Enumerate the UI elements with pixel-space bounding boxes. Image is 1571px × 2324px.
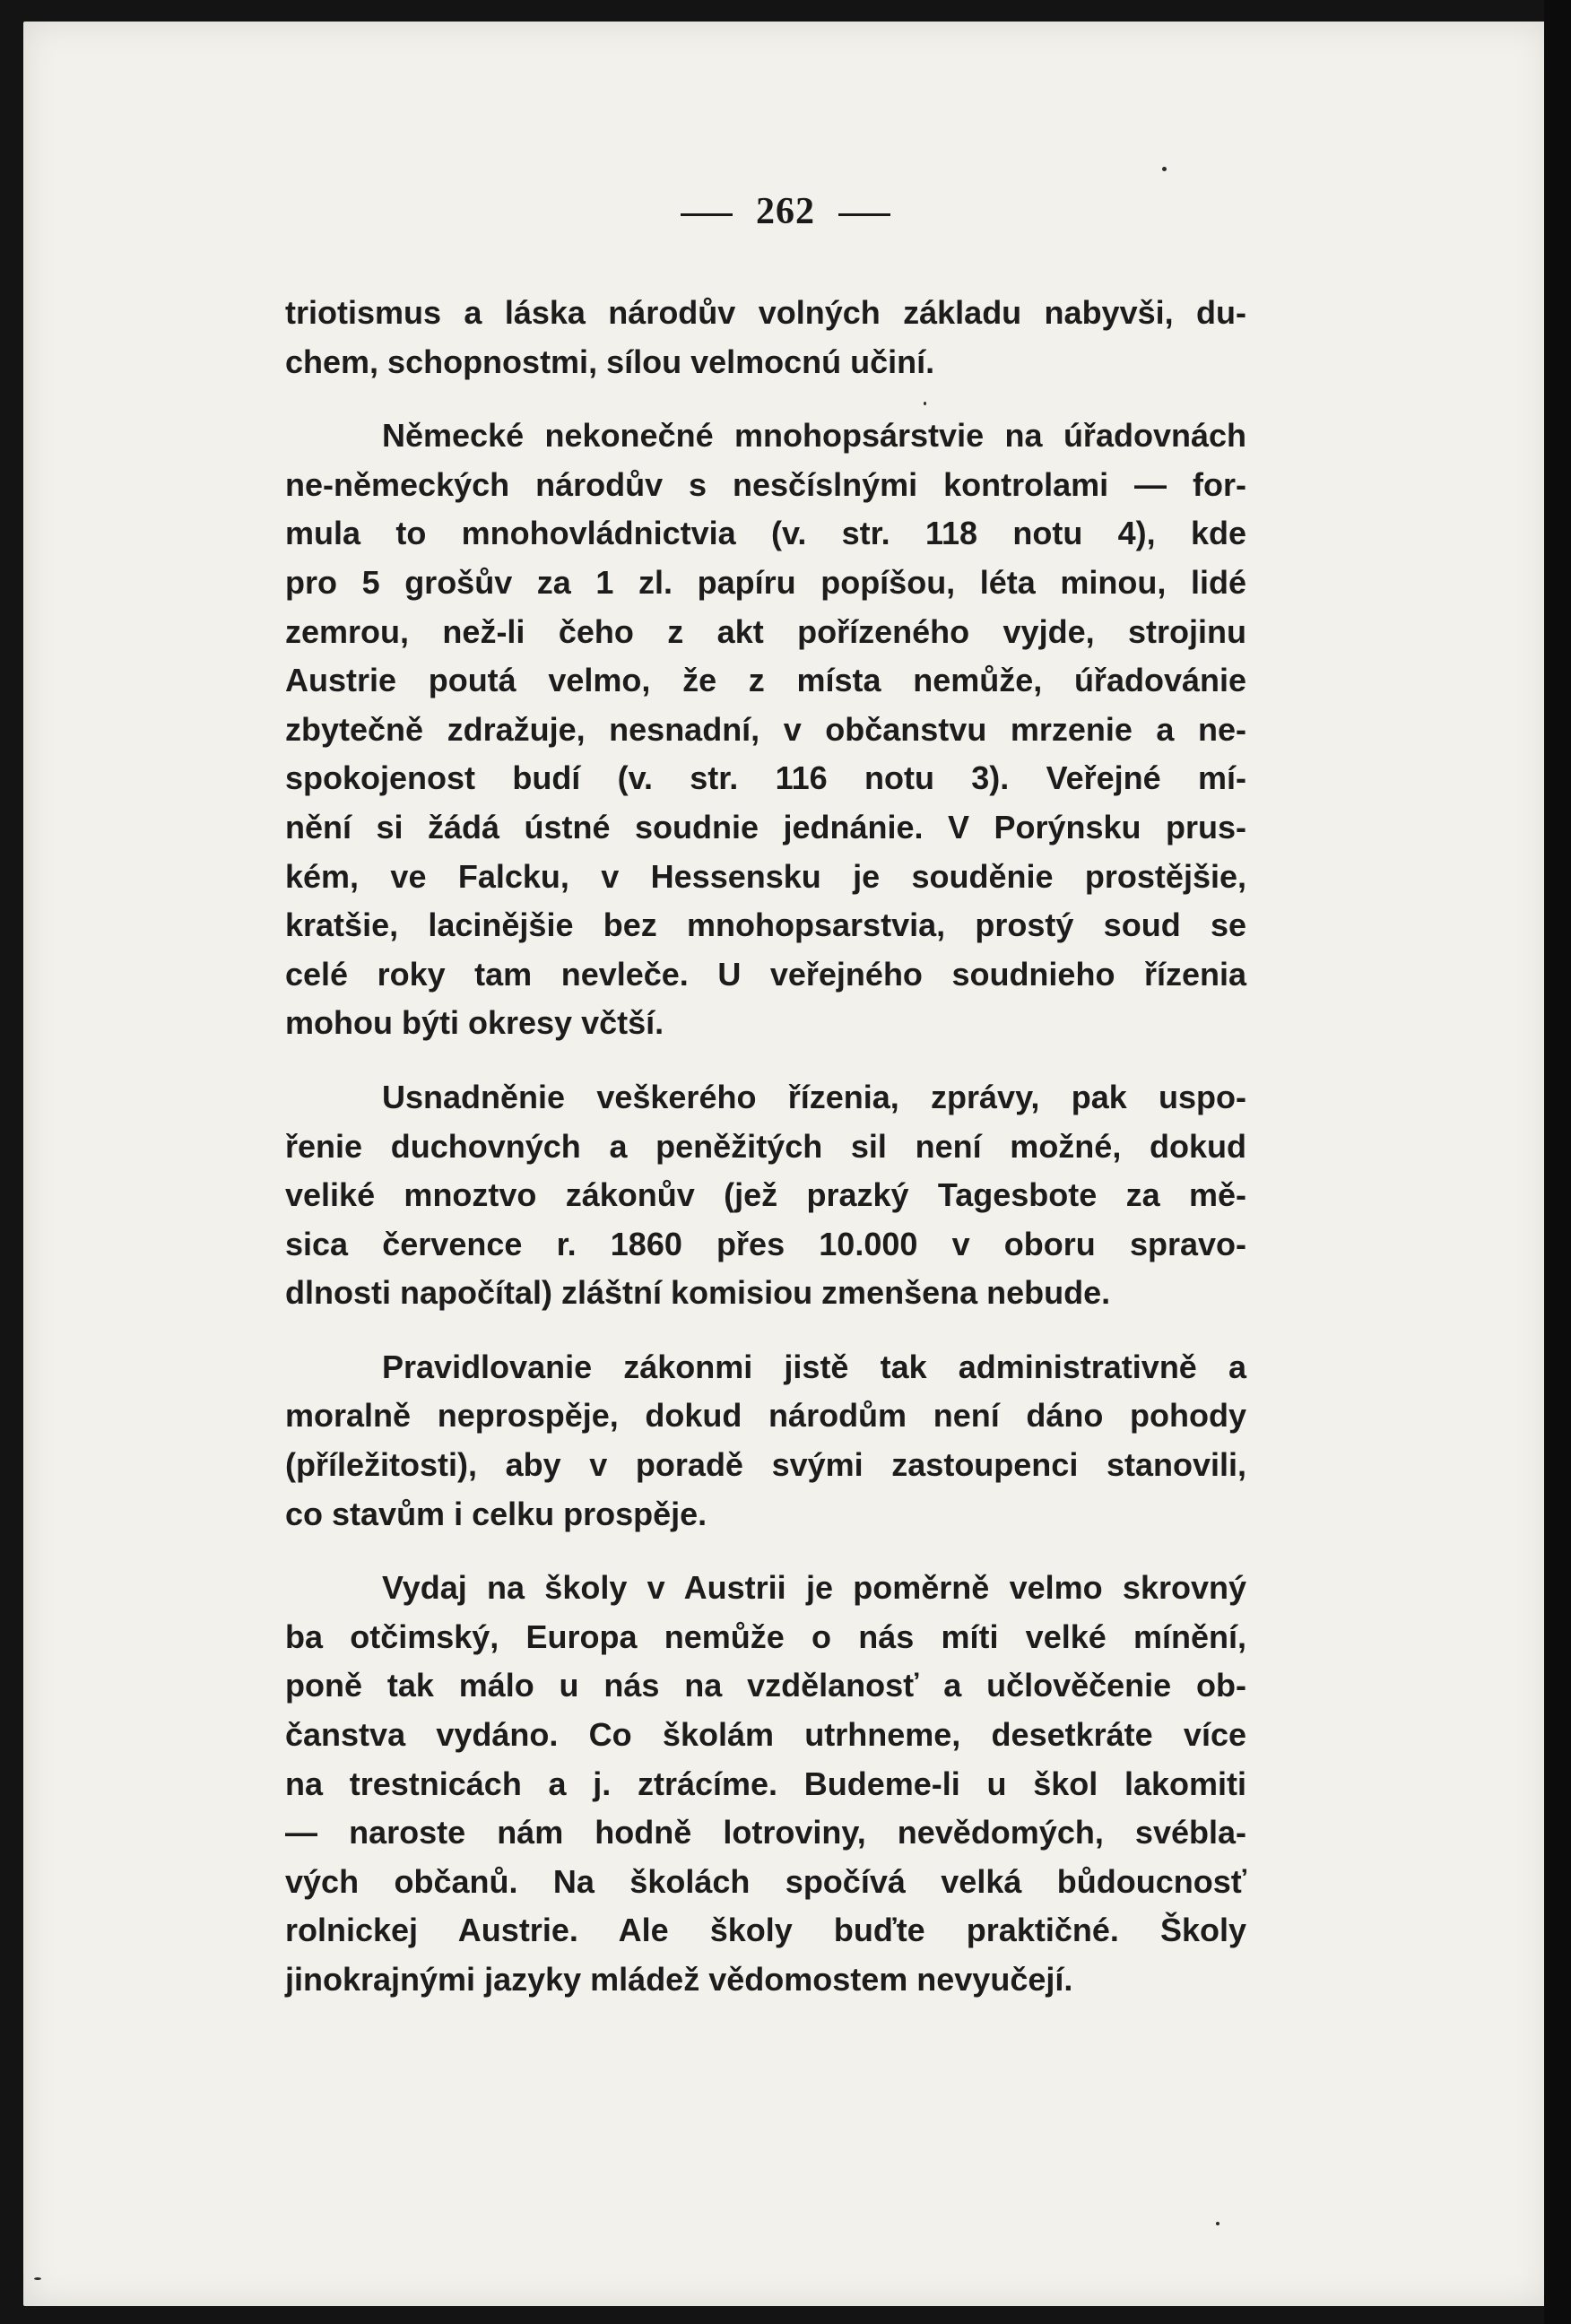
- paragraph: [285, 412, 1246, 1048]
- text-line: kém, ve Falcku, v Hessensku je souděnie prostějšie,: [285, 857, 1246, 895]
- text-line: triotismus a láska národův volných základu nabyvši, du-: [285, 294, 1246, 331]
- text-line: co stavům i celku prospěje.: [285, 1495, 707, 1532]
- text-line: chem, schopnostmi, sílou velmocnú učiní.: [285, 343, 935, 380]
- text-line: ne-německých národův s nesčíslnými kontrolami — for-: [285, 465, 1246, 503]
- text-line: na trestnicách a j. ztrácíme. Budeme-li u škol lakomiti: [285, 1765, 1246, 1802]
- text-line: poně tak málo u nás na vzdělanosť a učlověčenie ob-: [285, 1667, 1246, 1704]
- page-number-text: 262: [756, 191, 815, 232]
- text-line: ba otčimský, Europa nemůže o nás míti velké mínění,: [285, 1617, 1246, 1655]
- text-line: čanstva vydáno. Co školám utrhneme, desetkráte více: [285, 1716, 1246, 1754]
- text-line: zbytečně zdražuje, nesnadní, v občanstvu mrzenie a ne-: [285, 710, 1246, 748]
- text-line: pro 5 grošův za 1 zl. papíru popíšou, léta minou, lidé: [285, 563, 1246, 601]
- paragraph: [285, 289, 1246, 386]
- paragraph: [285, 1564, 1246, 2004]
- paragraph: [285, 1073, 1246, 1318]
- text-line: (příležitosti), aby v poradě svými zastoupenci stanovili,: [285, 1446, 1246, 1484]
- ink-speck: [1216, 2222, 1219, 2225]
- text-line: spokojenost budí (v. str. 116 notu 3). Veřejné mí-: [285, 759, 1246, 797]
- scan-edge: [1544, 0, 1571, 2324]
- text-line: nění si žádá ústné soudnie jednánie. V Porýnsku prus-: [285, 808, 1246, 845]
- text-line: sica července r. 1860 přes 10.000 v oboru spravo-: [285, 1225, 1246, 1262]
- text-line: vých občanů. Na školách spočívá velká bůdoucnosť: [285, 1862, 1246, 1900]
- text-line: Austrie poutá velmo, že z místa nemůže, úřadovánie: [285, 662, 1246, 699]
- text-line: Usnadněnie veškerého řízenia, zprávy, pak uspo-: [382, 1078, 1246, 1115]
- text-line: Vydaj na školy v Austrii je poměrně velmo skrovný: [382, 1569, 1246, 1607]
- text-line: — naroste nám hodně lotroviny, nevědomých, svébla-: [285, 1814, 1246, 1851]
- text-line: kratšie, lacinějšie bez mnohopsarstvia, prostý soud se: [285, 906, 1246, 944]
- text-line: Pravidlovanie zákonmi jistě tak administrativně a: [382, 1348, 1246, 1385]
- dash-right: [838, 213, 890, 216]
- ink-speck: [1162, 167, 1167, 171]
- text-line: Německé nekonečné mnohopsárstvie na úřadovnách: [382, 417, 1246, 455]
- text-line: veliké mnoztvo zákonův (jež prazký Tagesbote za mě-: [285, 1176, 1246, 1214]
- text-line: moralně neprospěje, dokud národům není dáno pohody: [285, 1397, 1246, 1435]
- dash-left: [681, 213, 733, 216]
- page-number: [0, 190, 1571, 233]
- text-line: rolnickej Austrie. Ale školy buďte praktičné. Školy: [285, 1912, 1246, 1949]
- text-line: mula to mnohovládnictvia (v. str. 118 notu 4), kde: [285, 515, 1246, 552]
- text-line: dlnosti napočítal) zláštní komisiou zmenšena nebude.: [285, 1274, 1111, 1312]
- text-line: mohou býti okresy včtší.: [285, 1004, 664, 1042]
- text-line: řenie duchovných a peněžitých sil není možné, dokud: [285, 1127, 1246, 1165]
- ink-speck: [34, 2277, 41, 2280]
- text-line: celé roky tam nevleče. U veřejného soudnieho řízenia: [285, 955, 1246, 993]
- text-line: jinokrajnými jazyky mládež vědomostem nevyučejí.: [285, 1961, 1073, 1998]
- body-text: [285, 289, 1246, 2030]
- paragraph: [285, 1343, 1246, 1539]
- text-line: zemrou, než-li čeho z akt pořízeného vyjde, strojinu: [285, 612, 1246, 650]
